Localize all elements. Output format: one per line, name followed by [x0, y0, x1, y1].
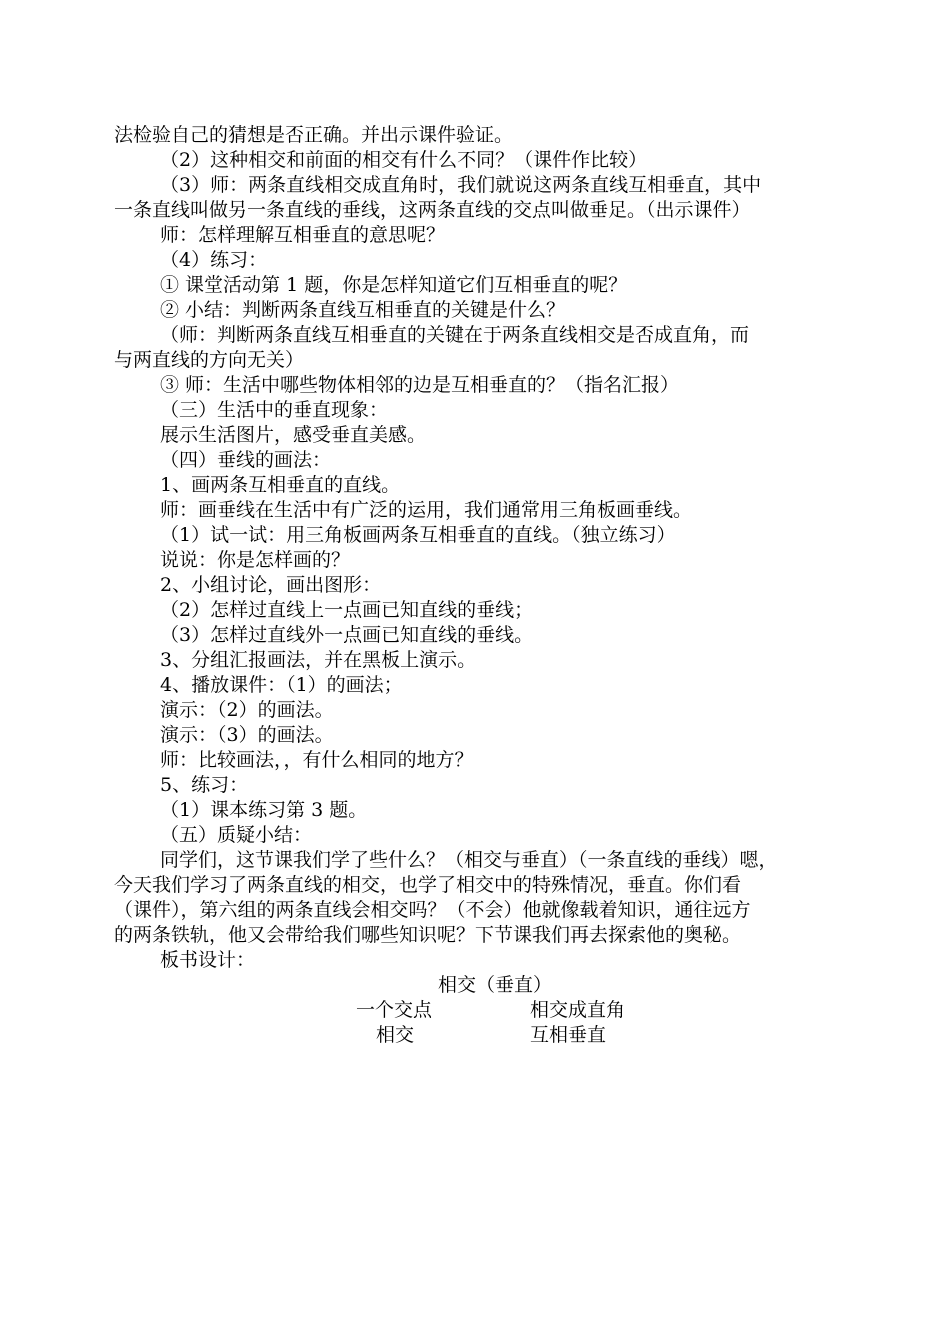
text-line-26: 师：比较画法，，有什么相同的地方？ [160, 749, 474, 771]
text-line-25: 演示：（3）的画法。 [160, 724, 334, 746]
board-left-top: 一个交点 [356, 999, 433, 1021]
text-line-29: （五）质疑小结： [160, 824, 313, 846]
text-line-27: 5、练习： [160, 774, 249, 796]
text-line-17: （1）试一试：用三角板画两条互相垂直的直线。（独立练习） [160, 524, 676, 546]
text-line-6: （4）练习： [160, 249, 268, 271]
text-line-16: 师：画垂线在生活中有广泛的运用，我们通常用三角板画垂线。 [160, 499, 693, 521]
text-line-1: 法检验自己的猜想是否正确。并出示课件验证。 [114, 124, 514, 146]
board-design-title: 相交（垂直） [438, 974, 553, 996]
text-line-32: （课件），第六组的两条直线会相交吗？（不会）他就像载着知识，通往远方 [114, 899, 751, 921]
text-line-34: 板书设计： [160, 949, 256, 971]
text-line-4: 一条直线叫做另一条直线的垂线，这两条直线的交点叫做垂足。（出示课件） [114, 199, 751, 221]
text-line-12: （三）生活中的垂直现象： [160, 399, 389, 421]
text-line-2: （2）这种相交和前面的相交有什么不同？（课件作比较） [160, 149, 648, 171]
text-line-31: 今天我们学习了两条直线的相交，也学了相交中的特殊情况，垂直。你们看 [114, 874, 742, 896]
text-line-22: 3、分组汇报画法，并在黑板上演示。 [160, 649, 477, 671]
text-line-7: ① 课堂活动第 1 题，你是怎样知道它们互相垂直的呢？ [160, 274, 628, 296]
text-line-24: 演示：（2）的画法。 [160, 699, 334, 721]
text-line-33: 的两条铁轨，他又会带给我们哪些知识呢？下节课我们再去探索他的奥秘。 [114, 924, 742, 946]
text-line-14: （四）垂线的画法： [160, 449, 332, 471]
text-line-15: 1、画两条互相垂直的直线。 [160, 474, 401, 496]
text-line-20: （2）怎样过直线上一点画已知直线的垂线； [160, 599, 534, 621]
text-line-5: 师：怎样理解互相垂直的意思呢？ [160, 224, 446, 246]
text-line-8: ② 小结：判断两条直线互相垂直的关键是什么？ [160, 299, 566, 321]
text-line-19: 2、小组讨论，画出图形： [160, 574, 382, 596]
board-left-bottom: 相交 [376, 1024, 415, 1046]
board-right-bottom: 互相垂直 [530, 1024, 607, 1046]
text-line-3: （3）师：两条直线相交成直角时，我们就说这两条直线互相垂直，其中 [160, 174, 762, 196]
text-line-30: 同学们，这节课我们学了些什么？（相交与垂直）（一条直线的垂线）嗯， [160, 849, 778, 871]
text-line-13: 展示生活图片，感受垂直美感。 [160, 424, 427, 446]
text-line-23: 4、播放课件：（1）的画法； [160, 674, 403, 696]
text-line-9: （师：判断两条直线互相垂直的关键在于两条直线相交是否成直角，而 [160, 324, 750, 346]
text-line-18: 说说：你是怎样画的？ [160, 549, 351, 571]
board-right-top: 相交成直角 [530, 999, 626, 1021]
text-line-11: ③ 师：生活中哪些物体相邻的边是互相垂直的？（指名汇报） [160, 374, 680, 396]
text-line-21: （3）怎样过直线外一点画已知直线的垂线。 [160, 624, 534, 646]
text-line-28: （1）课本练习第 3 题。 [160, 799, 368, 821]
text-line-10: 与两直线的方向无关） [114, 349, 305, 371]
